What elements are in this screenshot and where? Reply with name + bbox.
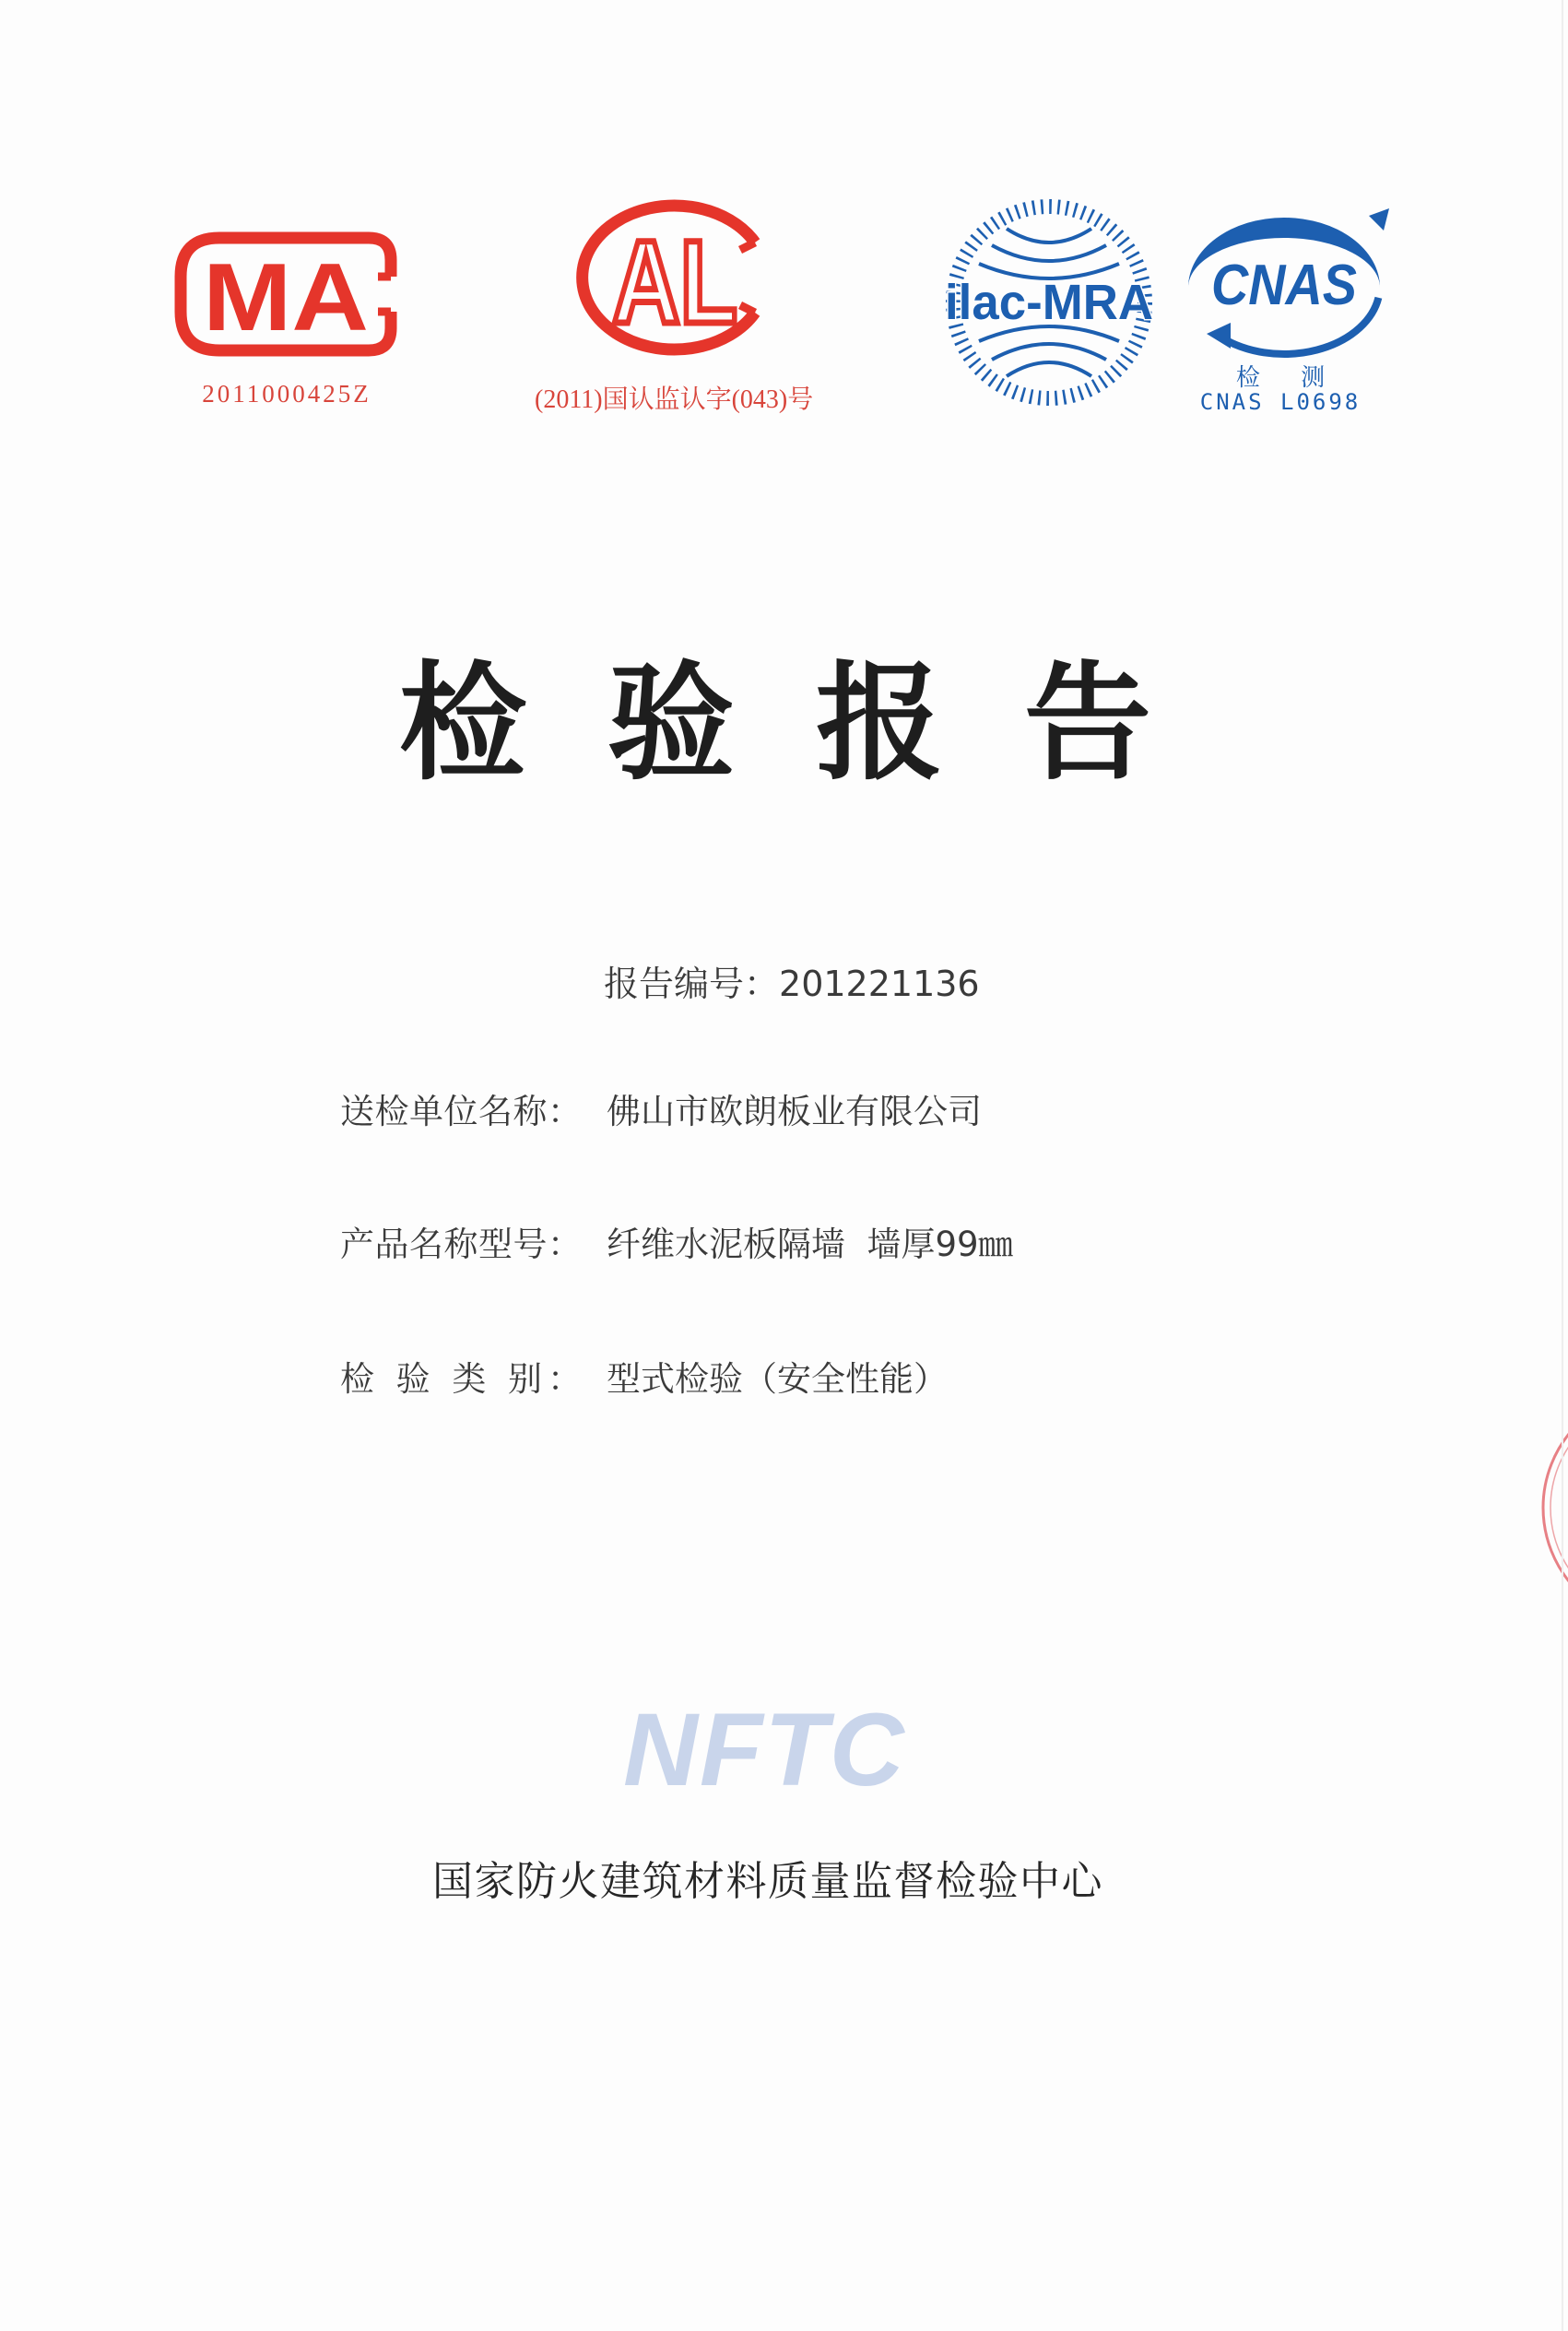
ilac-letters: ilac-MRA <box>945 275 1153 330</box>
field-label: 送检单位名称： <box>340 1092 582 1131</box>
field-label: 检 验 类 别： <box>340 1359 582 1399</box>
cnas-accreditation-number: CNAS L0698 <box>1199 389 1362 415</box>
report-number-value: 201221136 <box>779 964 980 1004</box>
cal-mark-icon <box>572 197 779 359</box>
report-number-label: 报告编号： <box>604 964 780 1004</box>
cnas-mark-icon <box>1175 203 1392 369</box>
scan-page-edge <box>1562 0 1563 2331</box>
field-row-inspection-type <box>340 1359 1262 1400</box>
cnas-letters: CNAS <box>1211 254 1357 317</box>
ilac-bottom-ripples <box>979 326 1119 376</box>
cma-certificate-number: 2011000425Z <box>202 380 371 408</box>
ilac-mra-mark-icon <box>940 192 1158 413</box>
stamp-outer-ring <box>1543 1390 1568 1626</box>
cnas-testing-label: 检 测 <box>1235 364 1326 392</box>
cal-letters: AL <box>612 217 737 349</box>
cnas-arrow-top <box>1369 208 1389 231</box>
report-title: 检验报告 <box>399 649 1233 798</box>
issuing-organization: 国家防火建筑材料质量监督检验中心 <box>432 1858 1103 1905</box>
nftc-watermark: NFTC <box>623 1692 906 1807</box>
cal-certificate-number: (2011)国认监认字(043)号 <box>535 385 814 414</box>
cma-mark-icon <box>171 229 407 360</box>
field-label: 产品名称型号： <box>340 1225 582 1264</box>
field-row-client <box>340 1092 1262 1132</box>
field-value: 型式检验（安全性能） <box>607 1359 948 1399</box>
cma-c-hooks <box>378 277 391 312</box>
field-row-product <box>340 1225 1262 1265</box>
field-value: 佛山市欧朗板业有限公司 <box>607 1092 982 1131</box>
report-number-row <box>604 964 980 1004</box>
cma-letters: MA <box>203 244 369 351</box>
stamp-inner-ring <box>1550 1397 1568 1618</box>
cal-c-hooks <box>740 243 755 313</box>
ilac-top-ripples <box>979 229 1119 278</box>
field-value: 纤维水泥板隔墙 墙厚99㎜ <box>607 1225 1013 1264</box>
cnas-arrow-bottom <box>1207 323 1231 349</box>
